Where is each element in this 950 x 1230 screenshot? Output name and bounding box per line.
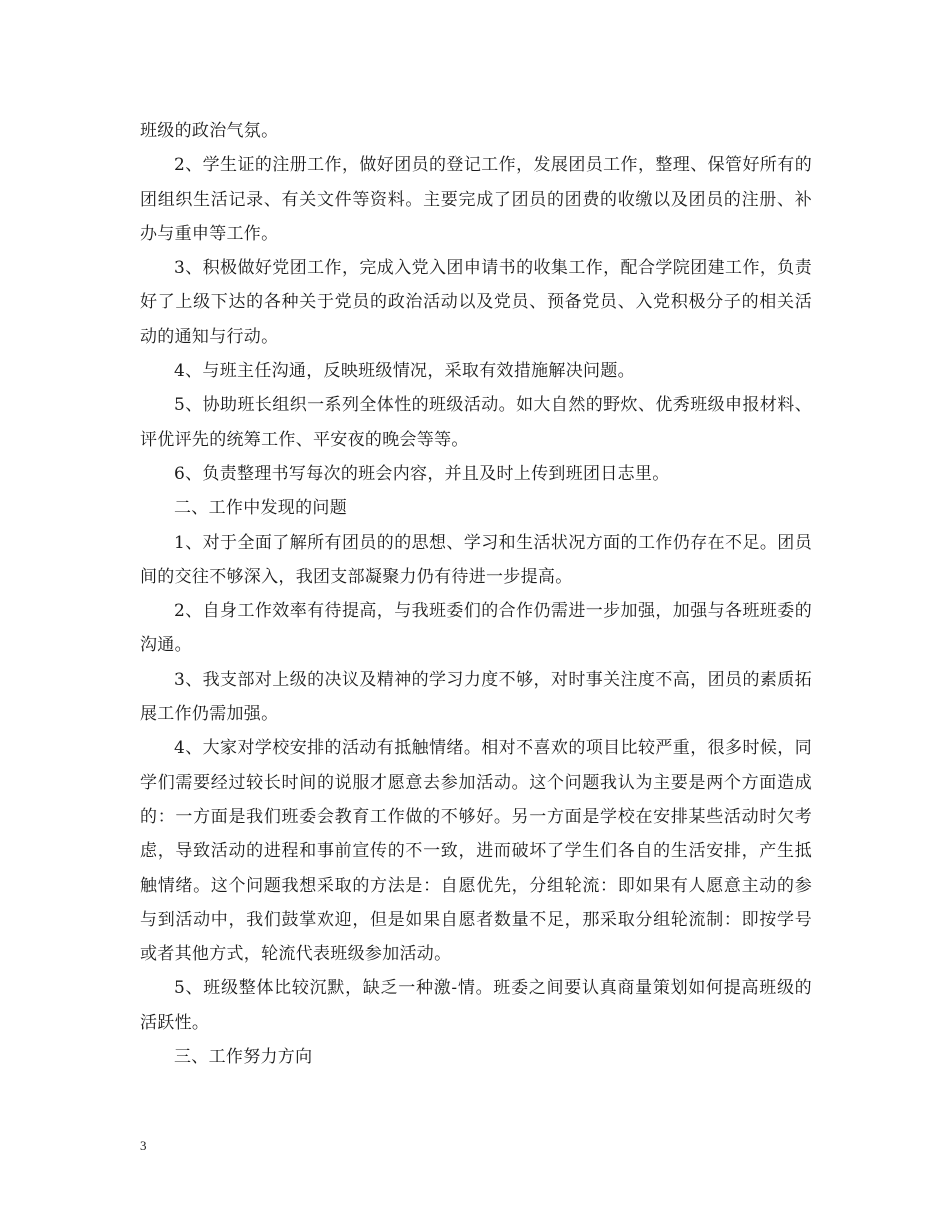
paragraph-problem-2: 2、自身工作效率有待提高，与我班委们的合作仍需进一步加强，加强与各班班委的沟通。	[140, 601, 812, 656]
paragraph-continuation: 班级的政治气氛。	[140, 121, 279, 141]
section-heading-problems: 二、工作中发现的问题	[174, 498, 347, 519]
paragraph-item-3-party-work: 3、积极做好党团工作，完成入党入团申请书的收集工作，配合学院团建工作，负责好了上级下达的各种关于党员的政治活动以及党员、预备党员、入党积极分子的相关活动的通知与行动。	[140, 258, 812, 347]
paragraph-problem-5: 5、班级整体比较沉默，缺乏一种激-情。班委之间要认真商量策划如何提高班级的活跃性。	[140, 978, 812, 1033]
paragraph-problem-1: 1、对于全面了解所有团员的的思想、学习和生活状况方面的工作仍存在不足。团员间的交往不够深入，我团支部凝聚力仍有待进一步提高。	[140, 532, 812, 587]
section-heading-direction: 三、工作努力方向	[174, 1047, 313, 1068]
paragraph-problem-3: 3、我支部对上级的决议及精神的学习力度不够，对时事关注度不高，团员的素质拓展工作仍需加强。	[140, 669, 812, 725]
paragraph-item-4-communication: 4、与班主任沟通，反映班级情况，采取有效措施解决问题。	[174, 361, 635, 382]
paragraph-item-2-registration: 2、学生证的注册工作，做好团员的登记工作，发展团员工作，整理、保管好所有的团组织生活记录、有关文件等资料。主要完成了团员的团费的收缴以及团员的注册、补办与重申等工作。	[140, 155, 812, 244]
paragraph-item-6-meeting-log: 6、负责整理书写每次的班会内容，并且及时上传到班团日志里。	[174, 463, 670, 484]
page-number: 3	[140, 1138, 147, 1153]
paragraph-problem-4: 4、大家对学校安排的活动有抵触情绪。相对不喜欢的项目比较严重，很多时候，同学们需要经过较长时间的说服才愿意去参加活动。这个问题我认为主要是两个方面造成的：一方面是我们班委会教育工作做的不够好。另一方面是学校在安排某些活动时欠考虑，导致活动的进程和事前宣传的不一致，进而破坏了学生们各自的生活安排，产生抵触情绪。这个问题我想采取的方法是：自愿优先，分组轮流：即如果有人愿意主动的参与到活动中，我们鼓掌欢迎，但是如果自愿者数量不足，那采取分组轮流制：即按学号或者其他方式，轮流代表班级参加活动。	[140, 738, 812, 965]
document-body	[140, 114, 812, 1074]
paragraph-item-5-activities: 5、协助班长组织一系列全体性的班级活动。如大自然的野炊、优秀班级申报材料、评优评先的统筹工作、平安夜的晚会等等。	[140, 395, 812, 450]
